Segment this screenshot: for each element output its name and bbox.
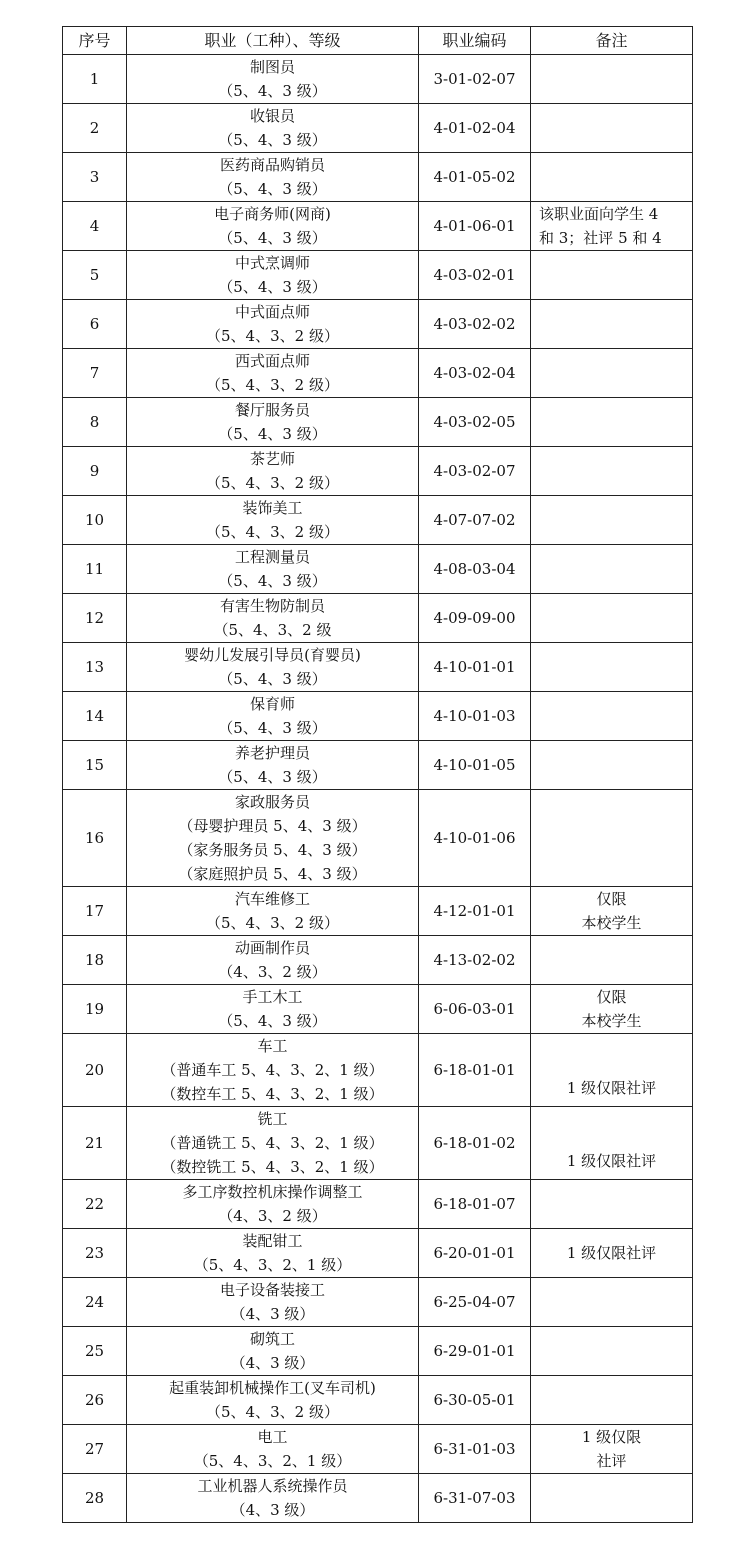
note-cell bbox=[531, 55, 693, 104]
occupation-line: （5、4、3 级） bbox=[218, 572, 327, 590]
table-row bbox=[63, 1278, 693, 1327]
row-number: 19 bbox=[63, 985, 127, 1034]
occupation-line: 工程测量员 bbox=[234, 548, 310, 566]
occupation-line: （5、4、3 级） bbox=[218, 1012, 327, 1030]
row-number: 18 bbox=[63, 936, 127, 985]
table-row bbox=[63, 1034, 693, 1107]
occupation-code: 6-29-01-01 bbox=[419, 1327, 531, 1376]
occupation-line: 起重装卸机械操作工(叉车司机) bbox=[169, 1379, 376, 1397]
row-number: 12 bbox=[63, 594, 127, 643]
occupation-code: 4-13-02-02 bbox=[419, 936, 531, 985]
note-cell bbox=[531, 1107, 693, 1180]
table-row bbox=[63, 55, 693, 104]
note-cell bbox=[531, 300, 693, 349]
occupation-name-cell bbox=[127, 349, 419, 398]
occupation-code: 6-20-01-01 bbox=[419, 1229, 531, 1278]
row-number: 10 bbox=[63, 496, 127, 545]
occupation-line: （5、4、3、2 级） bbox=[206, 914, 339, 932]
row-number: 17 bbox=[63, 887, 127, 936]
occupation-name-cell bbox=[127, 104, 419, 153]
occupation-line: 装配钳工 bbox=[242, 1232, 303, 1250]
occupation-line: 工业机器人系统操作员 bbox=[197, 1477, 348, 1495]
row-number: 20 bbox=[63, 1034, 127, 1107]
occupation-line: 收银员 bbox=[249, 107, 295, 125]
row-number: 13 bbox=[63, 643, 127, 692]
note-cell bbox=[531, 1278, 693, 1327]
table-row bbox=[63, 398, 693, 447]
occupation-code: 4-01-06-01 bbox=[419, 202, 531, 251]
note-line: 该职业面向学生 4 bbox=[539, 205, 659, 223]
occupation-line: （5、4、3 级） bbox=[218, 180, 327, 198]
occupation-line: （普通车工 5、4、3、2、1 级） bbox=[161, 1061, 384, 1079]
note-cell bbox=[531, 594, 693, 643]
occupation-code: 6-06-03-01 bbox=[419, 985, 531, 1034]
note-cell bbox=[531, 104, 693, 153]
row-number: 6 bbox=[63, 300, 127, 349]
occupation-name-cell bbox=[127, 594, 419, 643]
row-number: 26 bbox=[63, 1376, 127, 1425]
occupation-line: （5、4、3 级） bbox=[218, 719, 327, 737]
occupation-name-cell bbox=[127, 1376, 419, 1425]
row-number: 3 bbox=[63, 153, 127, 202]
occupation-line: 医药商品购销员 bbox=[219, 156, 325, 174]
occupation-name-cell bbox=[127, 1107, 419, 1180]
note-cell bbox=[531, 1425, 693, 1474]
occupation-line: （5、4、3 级） bbox=[218, 229, 327, 247]
occupation-line: 电子设备装接工 bbox=[219, 1281, 325, 1299]
note-cell bbox=[531, 447, 693, 496]
occupation-line: 保育师 bbox=[249, 695, 295, 713]
row-number: 2 bbox=[63, 104, 127, 153]
occupation-code: 3-01-02-07 bbox=[419, 55, 531, 104]
note-cell bbox=[531, 153, 693, 202]
note-line: 仅限 bbox=[596, 988, 627, 1006]
header-name: 职业（工种）、等级 bbox=[127, 27, 419, 55]
occupation-line: 手工木工 bbox=[242, 988, 303, 1006]
note-cell bbox=[531, 1180, 693, 1229]
occupation-line: （4、3、2 级） bbox=[218, 1207, 327, 1225]
occupation-table bbox=[62, 26, 693, 1523]
table-row bbox=[63, 1229, 693, 1278]
occupation-line: （5、4、3、2 级） bbox=[206, 1403, 339, 1421]
table-row bbox=[63, 251, 693, 300]
occupation-name-cell bbox=[127, 545, 419, 594]
occupation-code: 4-10-01-03 bbox=[419, 692, 531, 741]
occupation-name-cell bbox=[127, 692, 419, 741]
note-cell bbox=[531, 1327, 693, 1376]
occupation-line: 装饰美工 bbox=[242, 499, 303, 517]
occupation-name-cell bbox=[127, 447, 419, 496]
occupation-line: 砌筑工 bbox=[249, 1330, 295, 1348]
header-code: 职业编码 bbox=[419, 27, 531, 55]
table-row bbox=[63, 496, 693, 545]
note-cell bbox=[531, 496, 693, 545]
row-number: 9 bbox=[63, 447, 127, 496]
occupation-line: 西式面点师 bbox=[234, 352, 310, 370]
occupation-line: （家庭照护员 5、4、3 级） bbox=[178, 865, 367, 883]
occupation-line: （5、4、3、2、1 级） bbox=[193, 1256, 352, 1274]
occupation-name-cell bbox=[127, 300, 419, 349]
occupation-line: （5、4、3 级） bbox=[218, 670, 327, 688]
occupation-line: 餐厅服务员 bbox=[234, 401, 310, 419]
occupation-line: （5、4、3 级） bbox=[218, 425, 327, 443]
occupation-line: 中式面点师 bbox=[234, 303, 310, 321]
occupation-line: （5、4、3 级） bbox=[218, 768, 327, 786]
row-number: 16 bbox=[63, 790, 127, 887]
occupation-code: 4-09-09-00 bbox=[419, 594, 531, 643]
occupation-line: （5、4、3、2、1 级） bbox=[193, 1452, 352, 1470]
occupation-code: 6-18-01-02 bbox=[419, 1107, 531, 1180]
row-number: 23 bbox=[63, 1229, 127, 1278]
note-cell bbox=[531, 692, 693, 741]
table-row bbox=[63, 1327, 693, 1376]
occupation-line: 制图员 bbox=[249, 58, 295, 76]
occupation-line: 电工 bbox=[257, 1428, 288, 1446]
occupation-name-cell bbox=[127, 398, 419, 447]
table-row bbox=[63, 545, 693, 594]
note-cell bbox=[531, 1034, 693, 1107]
occupation-name-cell bbox=[127, 1425, 419, 1474]
table-row bbox=[63, 1425, 693, 1474]
row-number: 8 bbox=[63, 398, 127, 447]
occupation-line: （4、3、2 级） bbox=[218, 963, 327, 981]
note-line: 1 级仅限社评 bbox=[566, 1152, 657, 1170]
occupation-line: （数控铣工 5、4、3、2、1 级） bbox=[161, 1158, 384, 1176]
occupation-name-cell bbox=[127, 1034, 419, 1107]
occupation-code: 4-12-01-01 bbox=[419, 887, 531, 936]
occupation-line: （家务服务员 5、4、3 级） bbox=[178, 841, 367, 859]
row-number: 14 bbox=[63, 692, 127, 741]
occupation-line: （5、4、3 级） bbox=[218, 131, 327, 149]
note-line: 仅限 bbox=[596, 890, 627, 908]
occupation-line: （4、3 级） bbox=[230, 1501, 315, 1519]
note-line: 1 级仅限社评 bbox=[566, 1079, 657, 1097]
note-cell bbox=[531, 741, 693, 790]
row-number: 28 bbox=[63, 1474, 127, 1523]
occupation-line: （5、4、3、2 级 bbox=[213, 621, 332, 639]
occupation-code: 4-10-01-06 bbox=[419, 790, 531, 887]
table-row bbox=[63, 1376, 693, 1425]
occupation-code: 4-10-01-05 bbox=[419, 741, 531, 790]
occupation-code: 6-25-04-07 bbox=[419, 1278, 531, 1327]
occupation-code: 4-03-02-02 bbox=[419, 300, 531, 349]
note-cell bbox=[531, 545, 693, 594]
occupation-line: （5、4、3 级） bbox=[218, 82, 327, 100]
occupation-line: 动画制作员 bbox=[234, 939, 310, 957]
occupation-line: 茶艺师 bbox=[249, 450, 295, 468]
occupation-line: 车工 bbox=[257, 1037, 288, 1055]
table-row bbox=[63, 643, 693, 692]
occupation-name-cell bbox=[127, 1327, 419, 1376]
table-row bbox=[63, 692, 693, 741]
row-number: 22 bbox=[63, 1180, 127, 1229]
occupation-name-cell bbox=[127, 153, 419, 202]
occupation-line: （4、3 级） bbox=[230, 1354, 315, 1372]
table-row bbox=[63, 104, 693, 153]
table-row bbox=[63, 936, 693, 985]
occupation-name-cell bbox=[127, 643, 419, 692]
note-cell bbox=[531, 398, 693, 447]
note-cell bbox=[531, 1376, 693, 1425]
table-row bbox=[63, 1180, 693, 1229]
occupation-code: 4-01-02-04 bbox=[419, 104, 531, 153]
row-number: 25 bbox=[63, 1327, 127, 1376]
occupation-code: 4-03-02-04 bbox=[419, 349, 531, 398]
occupation-code: 4-03-02-01 bbox=[419, 251, 531, 300]
occupation-line: 家政服务员 bbox=[234, 793, 310, 811]
occupation-line: （母婴护理员 5、4、3 级） bbox=[178, 817, 367, 835]
occupation-name-cell bbox=[127, 1278, 419, 1327]
occupation-code: 4-07-07-02 bbox=[419, 496, 531, 545]
occupation-line: 电子商务师(网商) bbox=[214, 205, 331, 223]
note-cell bbox=[531, 643, 693, 692]
row-number: 11 bbox=[63, 545, 127, 594]
occupation-code: 6-30-05-01 bbox=[419, 1376, 531, 1425]
occupation-code: 4-10-01-01 bbox=[419, 643, 531, 692]
row-number: 4 bbox=[63, 202, 127, 251]
occupation-code: 6-18-01-01 bbox=[419, 1034, 531, 1107]
table-row bbox=[63, 202, 693, 251]
table-row bbox=[63, 985, 693, 1034]
header-row bbox=[63, 27, 693, 55]
occupation-code: 4-08-03-04 bbox=[419, 545, 531, 594]
note-line: 1 级仅限社评 bbox=[566, 1244, 657, 1262]
occupation-code: 6-18-01-07 bbox=[419, 1180, 531, 1229]
note-cell bbox=[531, 202, 693, 251]
occupation-line: 多工序数控机床操作调整工 bbox=[182, 1183, 363, 1201]
table-row bbox=[63, 349, 693, 398]
occupation-code: 6-31-01-03 bbox=[419, 1425, 531, 1474]
occupation-line: 中式烹调师 bbox=[234, 254, 310, 272]
row-number: 15 bbox=[63, 741, 127, 790]
occupation-code: 4-01-05-02 bbox=[419, 153, 531, 202]
occupation-line: （5、4、3、2 级） bbox=[206, 523, 339, 541]
table-row bbox=[63, 790, 693, 887]
occupation-code: 4-03-02-05 bbox=[419, 398, 531, 447]
note-cell bbox=[531, 790, 693, 887]
note-line: 1 级仅限 bbox=[581, 1428, 642, 1446]
occupation-line: （5、4、3 级） bbox=[218, 278, 327, 296]
occupation-name-cell bbox=[127, 1474, 419, 1523]
occupation-name-cell bbox=[127, 496, 419, 545]
occupation-line: （5、4、3、2 级） bbox=[206, 327, 339, 345]
occupation-line: 铣工 bbox=[257, 1110, 288, 1128]
table-row bbox=[63, 887, 693, 936]
note-line: 和 3；社评 5 和 4 bbox=[539, 229, 662, 247]
occupation-line: 养老护理员 bbox=[234, 744, 310, 762]
row-number: 5 bbox=[63, 251, 127, 300]
table-row bbox=[63, 594, 693, 643]
table-row bbox=[63, 447, 693, 496]
table-body bbox=[63, 55, 693, 1523]
note-line: 社评 bbox=[596, 1452, 627, 1470]
occupation-line: 婴幼儿发展引导员(育婴员) bbox=[184, 646, 361, 664]
note-line: 本校学生 bbox=[581, 914, 642, 932]
occupation-line: （普通铣工 5、4、3、2、1 级） bbox=[161, 1134, 384, 1152]
row-number: 27 bbox=[63, 1425, 127, 1474]
occupation-name-cell bbox=[127, 202, 419, 251]
occupation-name-cell bbox=[127, 936, 419, 985]
table-row bbox=[63, 300, 693, 349]
table-row bbox=[63, 1107, 693, 1180]
note-cell bbox=[531, 936, 693, 985]
header-no: 序号 bbox=[63, 27, 127, 55]
occupation-code: 6-31-07-03 bbox=[419, 1474, 531, 1523]
occupation-line: （5、4、3、2 级） bbox=[206, 474, 339, 492]
row-number: 7 bbox=[63, 349, 127, 398]
note-cell bbox=[531, 1474, 693, 1523]
note-cell bbox=[531, 887, 693, 936]
occupation-line: （5、4、3、2 级） bbox=[206, 376, 339, 394]
occupation-name-cell bbox=[127, 741, 419, 790]
note-line: 本校学生 bbox=[581, 1012, 642, 1030]
table-row bbox=[63, 741, 693, 790]
occupation-name-cell bbox=[127, 985, 419, 1034]
occupation-name-cell bbox=[127, 55, 419, 104]
note-cell bbox=[531, 985, 693, 1034]
occupation-name-cell bbox=[127, 1180, 419, 1229]
row-number: 1 bbox=[63, 55, 127, 104]
occupation-code: 4-03-02-07 bbox=[419, 447, 531, 496]
row-number: 24 bbox=[63, 1278, 127, 1327]
occupation-name-cell bbox=[127, 251, 419, 300]
occupation-name-cell bbox=[127, 790, 419, 887]
occupation-name-cell bbox=[127, 1229, 419, 1278]
note-cell bbox=[531, 349, 693, 398]
occupation-name-cell bbox=[127, 887, 419, 936]
table-row bbox=[63, 153, 693, 202]
occupation-line: （数控车工 5、4、3、2、1 级） bbox=[161, 1085, 384, 1103]
note-cell bbox=[531, 1229, 693, 1278]
occupation-line: 汽车维修工 bbox=[234, 890, 310, 908]
occupation-line: 有害生物防制员 bbox=[219, 597, 325, 615]
note-cell bbox=[531, 251, 693, 300]
occupation-line: （4、3 级） bbox=[230, 1305, 315, 1323]
table-row bbox=[63, 1474, 693, 1523]
header-note: 备注 bbox=[531, 27, 693, 55]
row-number: 21 bbox=[63, 1107, 127, 1180]
